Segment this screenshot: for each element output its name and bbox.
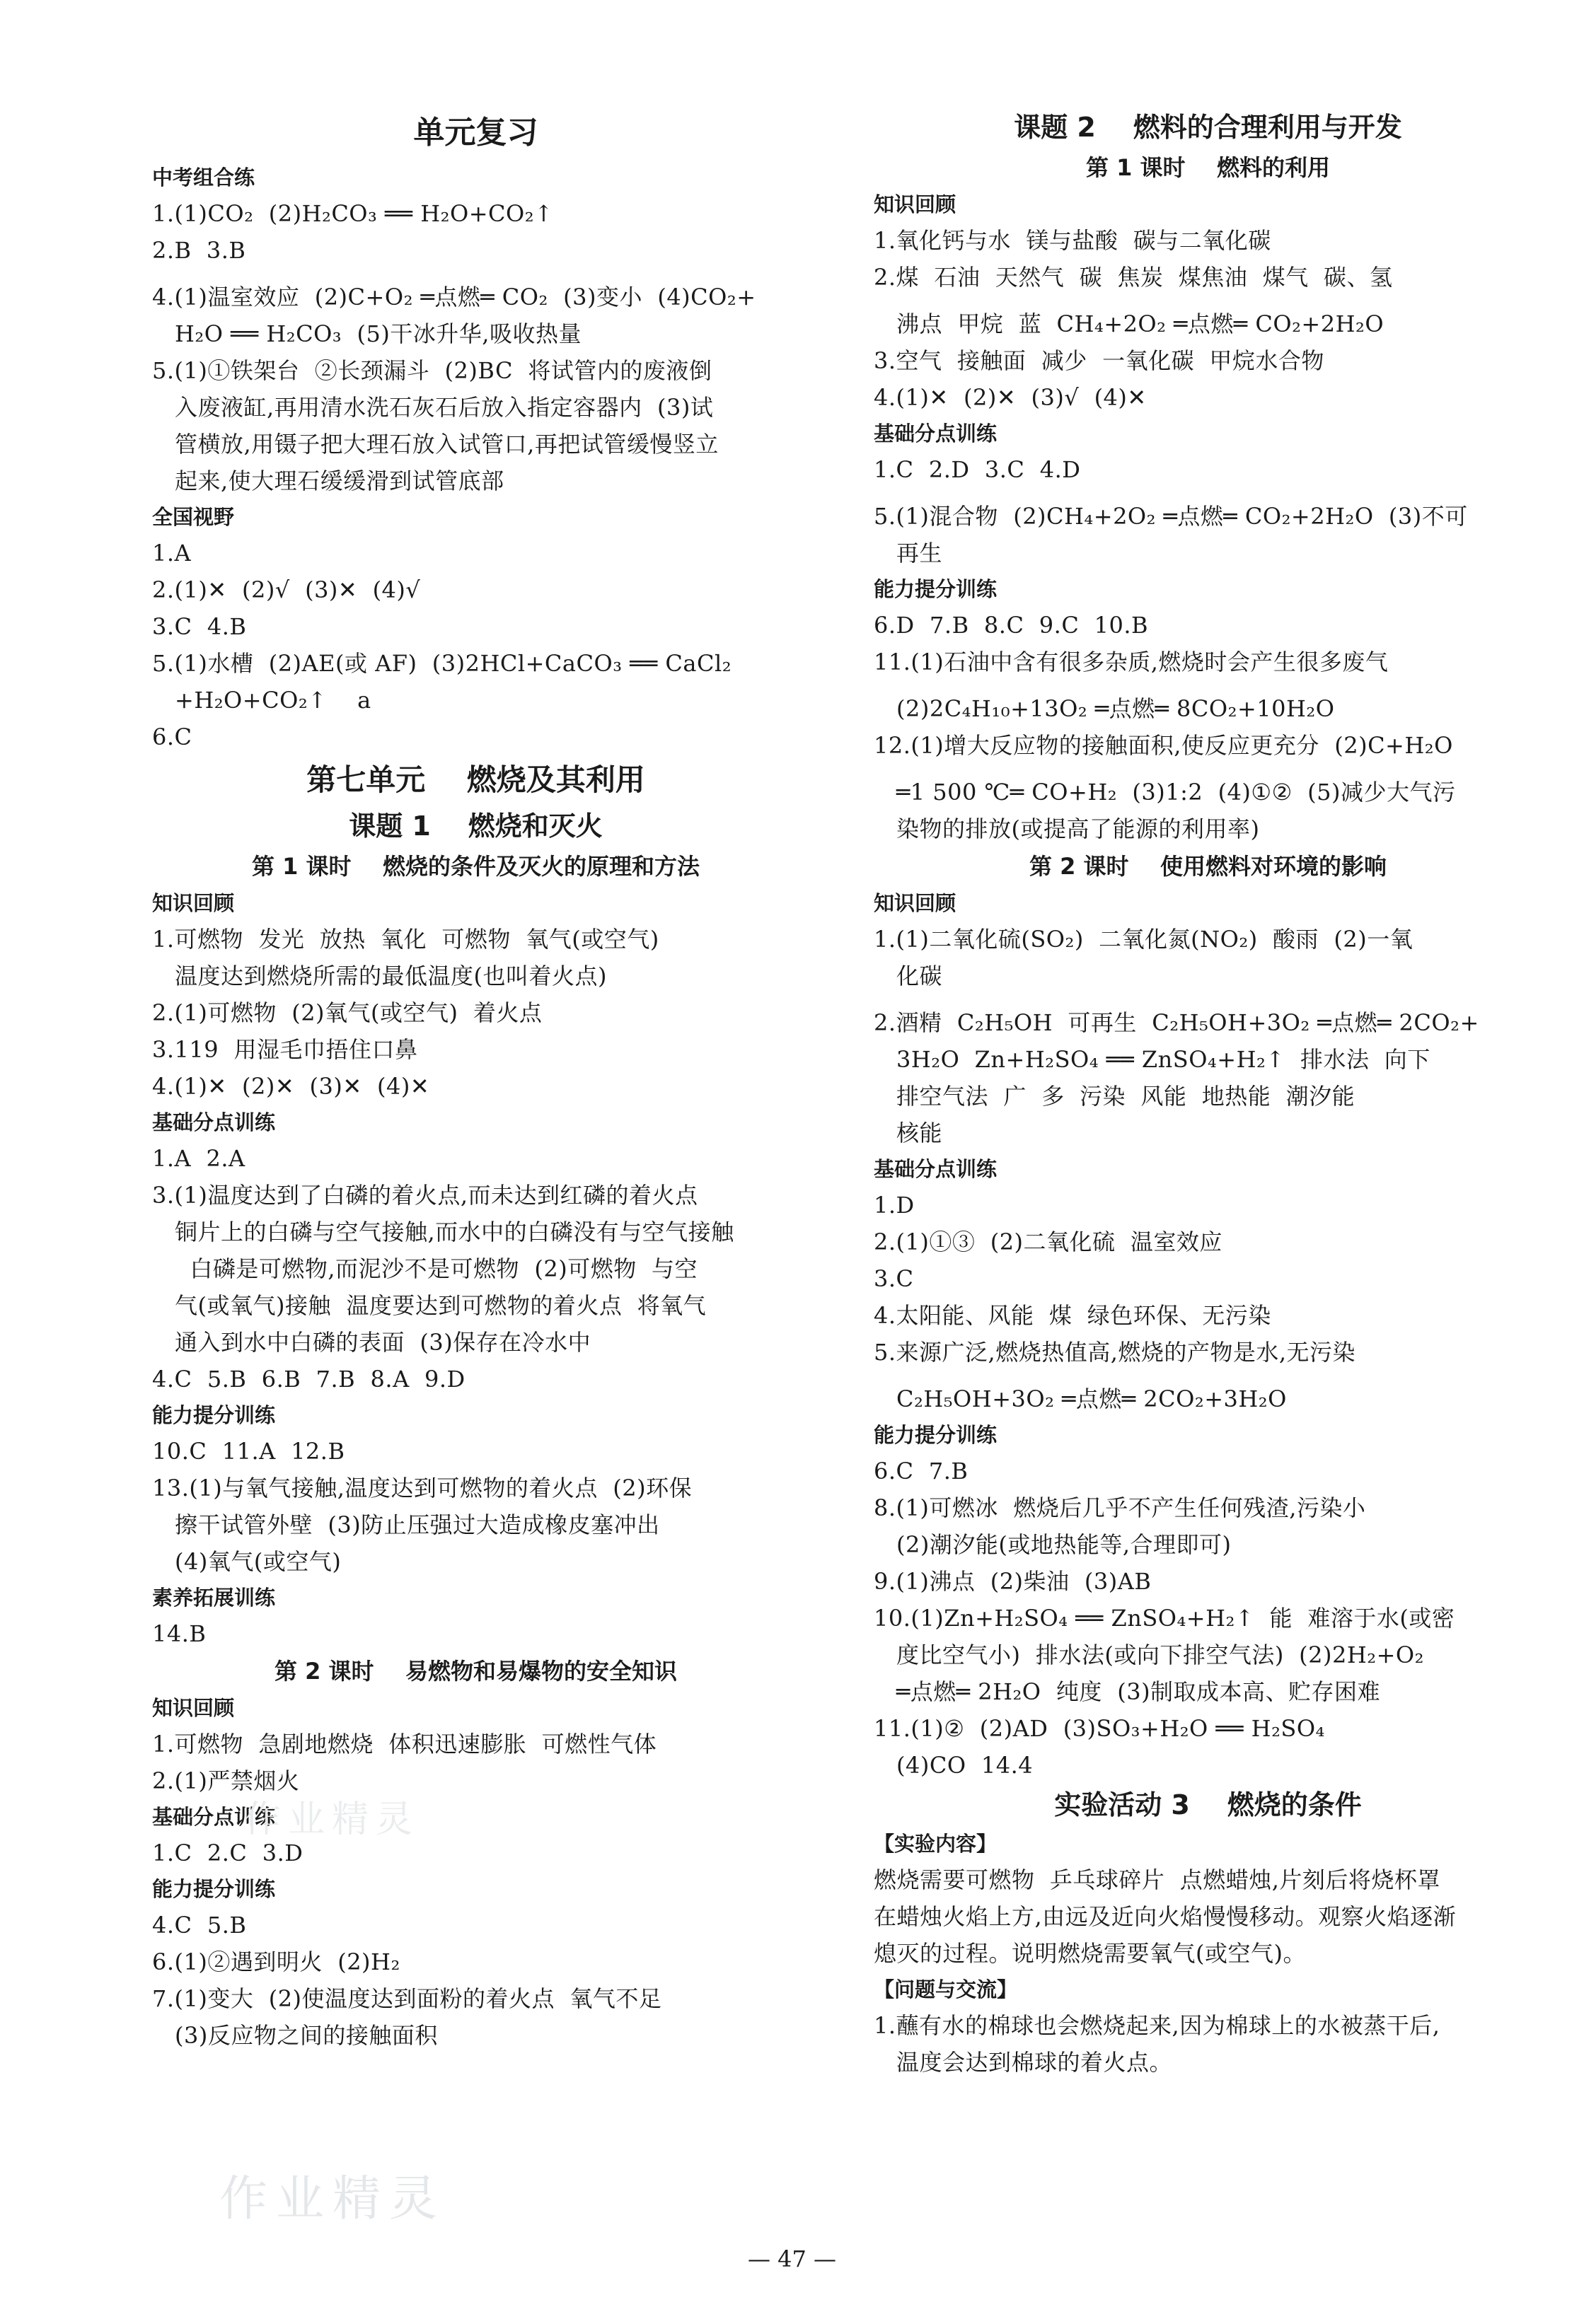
lesson-title: 课题 1 燃烧和灭火 [349, 811, 603, 842]
section-heading: 【问题与交流】 [874, 1977, 1018, 2001]
answer-line: 2.煤 石油 天然气 碳 焦炭 煤焦油 煤气 碳、氢 [874, 264, 1393, 291]
answer-line: 3.119 用湿毛巾捂住口鼻 [152, 1036, 418, 1063]
answer-line: 铜片上的白磷与空气接触,而水中的白磷没有与空气接触 [175, 1219, 734, 1245]
section-heading: 知识回顾 [152, 1696, 235, 1720]
answer-line: 管横放,用镊子把大理石放入试管口,再把试管缓慢竖立 [175, 431, 719, 458]
answer-line: 3.(1)温度达到了白磷的着火点,而未达到红磷的着火点 [152, 1182, 698, 1209]
answer-line: (4)CO 14.4 [896, 1752, 1034, 1779]
class-title: 第 1 课时 燃料的利用 [1085, 154, 1331, 181]
answer-line: 7.(1)变大 (2)使温度达到面粉的着火点 氧气不足 [152, 1985, 662, 2012]
answer-line: 5.(1)①铁架台 ②长颈漏斗 (2)BC 将试管内的废液倒 [152, 357, 712, 384]
answer-line: 白磷是可燃物,而泥沙不是可燃物 (2)可燃物 与空 [175, 1255, 698, 1282]
answer-line: 4.(1)温室效应 (2)C+O₂ ═点燃═ CO₂ (3)变小 (4)CO₂+ [152, 284, 756, 310]
answer-line: 1.(1)CO₂ (2)H₂CO₃ ══ H₂O+CO₂↑ [152, 200, 554, 227]
answer-line: 6.D 7.B 8.C 9.C 10.B [874, 612, 1149, 639]
section-heading: 能力提分训练 [152, 1877, 276, 1901]
section-heading: 基础分点训练 [152, 1805, 276, 1829]
section-heading: 基础分点训练 [152, 1110, 276, 1134]
answer-line: 2.酒精 C₂H₅OH 可再生 C₂H₅OH+3O₂ ═点燃═ 2CO₂+ [874, 1009, 1479, 1036]
answer-line: 6.C 7.B [874, 1458, 969, 1485]
answer-line: 气(或氧气)接触 温度要达到可燃物的着火点 将氧气 [175, 1292, 707, 1319]
answer-line: 9.(1)沸点 (2)柴油 (3)AB [874, 1568, 1152, 1595]
class-title: 第 2 课时 易燃物和易爆物的安全知识 [274, 1658, 678, 1685]
spacer [152, 269, 799, 279]
section-heading: 基础分点训练 [874, 422, 998, 446]
right-column [874, 106, 1542, 2081]
answer-line: 11.(1)石油中含有很多杂质,燃烧时会产生很多废气 [874, 649, 1389, 675]
spacer [874, 488, 1542, 498]
unit-title: 单元复习 [413, 115, 538, 151]
answer-line: 14.B [152, 1620, 207, 1647]
answer-line: 起来,使大理石缓缓滑到试管底部 [175, 467, 504, 494]
answer-line: ═点燃═ 2H₂O 纯度 (3)制取成本高、贮存困难 [896, 1678, 1381, 1705]
answer-line: 10.C 11.A 12.B [152, 1438, 345, 1465]
answer-line: (4)氧气(或空气) [175, 1548, 342, 1575]
answer-line: (2)2C₄H₁₀+13O₂ ═点燃═ 8CO₂+10H₂O [896, 695, 1335, 722]
answer-line: 3H₂O Zn+H₂SO₄ ══ ZnSO₄+H₂↑ 排水法 向下 [896, 1046, 1430, 1073]
answer-line: 11.(1)② (2)AD (3)SO₃+H₂O ══ H₂SO₄ [874, 1715, 1325, 1742]
spacer [874, 680, 1542, 690]
answer-line: 6.(1)②遇到明火 (2)H₂ [152, 1948, 400, 1975]
section-heading: 知识回顾 [152, 891, 235, 915]
spacer [874, 1371, 1542, 1381]
answer-line: 3.空气 接触面 减少 一氧化碳 甲烷水合物 [874, 347, 1324, 374]
answer-line: 2.(1)严禁烟火 [152, 1767, 300, 1794]
answer-line: 1.A [152, 540, 192, 567]
left-column [152, 106, 799, 2054]
section-heading: 知识回顾 [874, 891, 956, 915]
class-title: 第 2 课时 使用燃料对环境的影响 [1029, 853, 1387, 880]
answer-line: 2.(1)①③ (2)二氧化硫 温室效应 [874, 1228, 1222, 1255]
answer-line: 度比空气小) 排水法(或向下排空气法) (2)2H₂+O₂ [896, 1642, 1424, 1668]
section-heading: 能力提分训练 [874, 577, 998, 601]
answer-line: (3)反应物之间的接触面积 [175, 2022, 438, 2049]
spacer [874, 994, 1542, 1004]
answer-line: 5.(1)混合物 (2)CH₄+2O₂ ═点燃═ CO₂+2H₂O (3)不可 [874, 503, 1468, 530]
section-heading: 全国视野 [152, 505, 235, 529]
answer-line: 6.C [152, 724, 192, 750]
section-heading: 能力提分训练 [874, 1423, 998, 1447]
answer-line: 12.(1)增大反应物的接触面积,使反应更充分 (2)C+H₂O [874, 732, 1453, 759]
page-number: — 47 — [747, 2245, 837, 2272]
answer-line: 2.(1)可燃物 (2)氧气(或空气) 着火点 [152, 999, 543, 1026]
answer-line: +H₂O+CO₂↑ a [175, 687, 371, 714]
answer-line: 8.(1)可燃冰 燃烧后几乎不产生任何残渣,污染小 [874, 1494, 1366, 1521]
answer-line: 染物的排放(或提高了能源的利用率) [896, 815, 1260, 842]
answer-line: 通入到水中白磷的表面 (3)保存在冷水中 [175, 1329, 591, 1356]
answer-line: 1.氧化钙与水 镁与盐酸 碳与二氧化碳 [874, 227, 1271, 254]
answer-line: 4.太阳能、风能 煤 绿色环保、无污染 [874, 1302, 1271, 1329]
answer-line: 在蜡烛火焰上方,由远及近向火焰慢慢移动。观察火焰逐渐 [874, 1903, 1457, 1930]
answer-line: 1.A 2.A [152, 1145, 245, 1172]
spacer [874, 764, 1542, 774]
answer-line: 4.(1)✕ (2)✕ (3)√ (4)✕ [874, 384, 1147, 411]
answer-line: 10.(1)Zn+H₂SO₄ ══ ZnSO₄+H₂↑ 能 难溶于水(或密 [874, 1605, 1455, 1632]
answer-line: 1.可燃物 急剧地燃烧 体积迅速膨胀 可燃性气体 [152, 1731, 657, 1757]
answer-line: ═1 500 ℃═ CO+H₂ (3)1:2 (4)①② (5)减少大气污 [896, 779, 1456, 806]
lesson-title: 实验活动 3 燃烧的条件 [1054, 1789, 1362, 1820]
answer-line: 13.(1)与氧气接触,温度达到可燃物的着火点 (2)环保 [152, 1475, 693, 1501]
answer-line: 化碳 [896, 963, 943, 989]
answer-line: 温度达到燃烧所需的最低温度(也叫着火点) [175, 963, 607, 989]
answer-line: 5.来源广泛,燃烧热值高,燃烧的产物是水,无污染 [874, 1339, 1356, 1366]
spacer [874, 296, 1542, 306]
answer-line: 4.(1)✕ (2)✕ (3)✕ (4)✕ [152, 1073, 430, 1100]
answer-line: 1.C 2.D 3.C 4.D [874, 456, 1081, 483]
answer-line: 入废液缸,再用清水洗石灰石后放入指定容器内 (3)试 [175, 394, 714, 421]
answer-line: 1.可燃物 发光 放热 氧化 可燃物 氧气(或空气) [152, 926, 659, 953]
answer-line: 1.(1)二氧化硫(SO₂) 二氧化氮(NO₂) 酸雨 (2)一氧 [874, 926, 1414, 953]
answer-line: 3.C 4.B [152, 613, 247, 640]
answer-line: 排空气法 广 多 污染 风能 地热能 潮汐能 [896, 1083, 1355, 1110]
watermark: 作业精灵 [219, 2171, 446, 2227]
lesson-title: 课题 2 燃料的合理利用与开发 [1014, 112, 1402, 143]
answer-line: 4.C 5.B [152, 1912, 247, 1939]
answer-line: (2)潮汐能(或地热能等,合理即可) [896, 1531, 1232, 1558]
answer-line: 熄灭的过程。说明燃烧需要氧气(或空气)。 [874, 1940, 1306, 1967]
answer-line: 再生 [896, 540, 943, 567]
answer-line: H₂O ══ H₂CO₃ (5)干冰升华,吸收热量 [175, 320, 582, 347]
answer-line: 燃烧需要可燃物 乒乓球碎片 点燃蜡烛,片刻后将烧杯罩 [874, 1866, 1440, 1893]
section-heading: 【实验内容】 [874, 1832, 998, 1856]
section-heading: 知识回顾 [874, 192, 956, 216]
answer-line: 5.(1)水槽 (2)AE(或 AF) (3)2HCl+CaCO₃ ══ CaCl₂ [152, 650, 732, 677]
section-heading: 基础分点训练 [874, 1157, 998, 1181]
section-heading: 中考组合练 [152, 165, 255, 190]
chapter-title: 第七单元 燃烧及其利用 [306, 762, 645, 797]
answer-line: 4.C 5.B 6.B 7.B 8.A 9.D [152, 1366, 466, 1393]
answer-line: 1.D [874, 1192, 915, 1219]
answer-line: 3.C [874, 1265, 914, 1292]
answer-line: 沸点 甲烷 蓝 CH₄+2O₂ ═点燃═ CO₂+2H₂O [896, 310, 1384, 337]
answer-line: 擦干试管外壁 (3)防止压强过大造成橡皮塞冲出 [175, 1511, 660, 1538]
class-title: 第 1 课时 燃烧的条件及灭火的原理和方法 [251, 853, 700, 880]
answer-line: 1.C 2.C 3.D [152, 1840, 303, 1866]
answer-line: C₂H₅OH+3O₂ ═点燃═ 2CO₂+3H₂O [896, 1385, 1287, 1412]
answer-line: 2.B 3.B [152, 237, 246, 264]
answer-line: 1.蘸有水的棉球也会燃烧起来,因为棉球上的水被蒸干后, [874, 2012, 1440, 2039]
watermark-faint: 作业精灵 [244, 1799, 420, 1841]
answer-line: 2.(1)✕ (2)√ (3)✕ (4)√ [152, 576, 421, 603]
section-heading: 能力提分训练 [152, 1403, 276, 1427]
answer-line: 温度会达到棉球的着火点。 [896, 2049, 1173, 2076]
section-heading: 素养拓展训练 [152, 1586, 276, 1610]
answer-line: 核能 [896, 1120, 943, 1146]
